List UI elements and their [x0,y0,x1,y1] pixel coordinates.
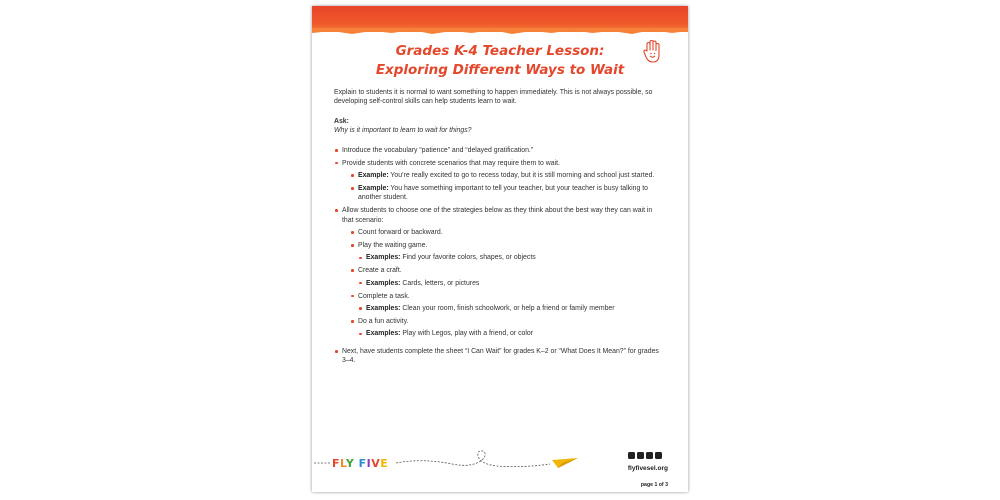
youtube-icon[interactable] [646,452,653,459]
list-item: Count forward or backward. [358,228,659,237]
social-links [628,452,662,459]
list-item: Examples: Find your favorite colors, shapes, or objects [366,253,659,262]
list-item: Create a craft. Examples: Cards, letters, or pictures [358,266,659,288]
website-link[interactable]: flyfivesel.org [627,465,668,472]
page-title [312,42,688,80]
paper-plane-icon [552,458,578,468]
lesson-steps-list [334,146,659,366]
x-icon[interactable] [655,452,662,459]
list-item: Introduce the vocabulary “patience” and “delayed gratification.” [342,146,659,155]
list-item: Examples: Play with Legos, play with a friend, or color [366,329,659,338]
document-page [312,6,688,492]
list-item: Provide students with concrete scenarios that may require them to wait. Example: You’re really excited to go to recess today, but it is still morning and school just started. Example: You have something important to tell your teacher, but your teacher is busy talking to another student. [342,159,659,203]
ask-label: Ask: [334,117,349,125]
ask-question: Why is it important to learn to wait for things? [334,127,472,135]
title-line-2: Exploring Different Ways to Wait [375,62,625,78]
list-item: Next, have students complete the sheet “I Can Wait” for grades K–2 or “What Does It Mean?” for grades 3–4. [342,347,659,365]
list-item: Allow students to choose one of the strategies below as they think about the best way they can wait in that scenario: Count forward or backward. Play the waiting game. Examples: Find your favorite colors, shapes, or objects Create a craft. Examples: Cards, letters, or pictures Complete a task. Examples: Clean your room, finish schoolwork, or help a friend or family member Do a fun activity. Examples: Play with Legos, play with a friend, or color [342,206,659,338]
list-item: Example: You have something important to tell your teacher, but your teacher is busy talking to another student. [358,184,659,203]
list-item: Play the waiting game. Examples: Find your favorite colors, shapes, or objects [358,241,659,263]
title-line-1: Grades K-4 Teacher Lesson: [395,43,605,59]
lesson-body [334,88,659,369]
intro-paragraph: Explain to students it is normal to want something to happen immediately. This is not always possible, so developing self-control skills can help students learn to wait. [334,89,653,106]
strategy-list [342,228,659,339]
instagram-icon[interactable] [628,452,635,459]
page-number: page 1 of 3 [640,482,668,488]
facebook-icon[interactable] [637,452,644,459]
scenario-list [342,171,659,203]
fly-five-logo: FLY FIVE [332,457,389,470]
list-item: Example: You’re really excited to go to recess today, but it is still morning and school just started. [358,171,659,180]
banner-torn-edge [312,28,688,36]
list-item: Examples: Cards, letters, or pictures [366,279,659,288]
list-item: Complete a task. Examples: Clean your room, finish schoolwork, or help a friend or family member [358,292,659,314]
list-item: Do a fun activity. Examples: Play with Legos, play with a friend, or color [358,317,659,339]
list-item: Examples: Clean your room, finish schoolwork, or help a friend or family member [366,304,659,313]
